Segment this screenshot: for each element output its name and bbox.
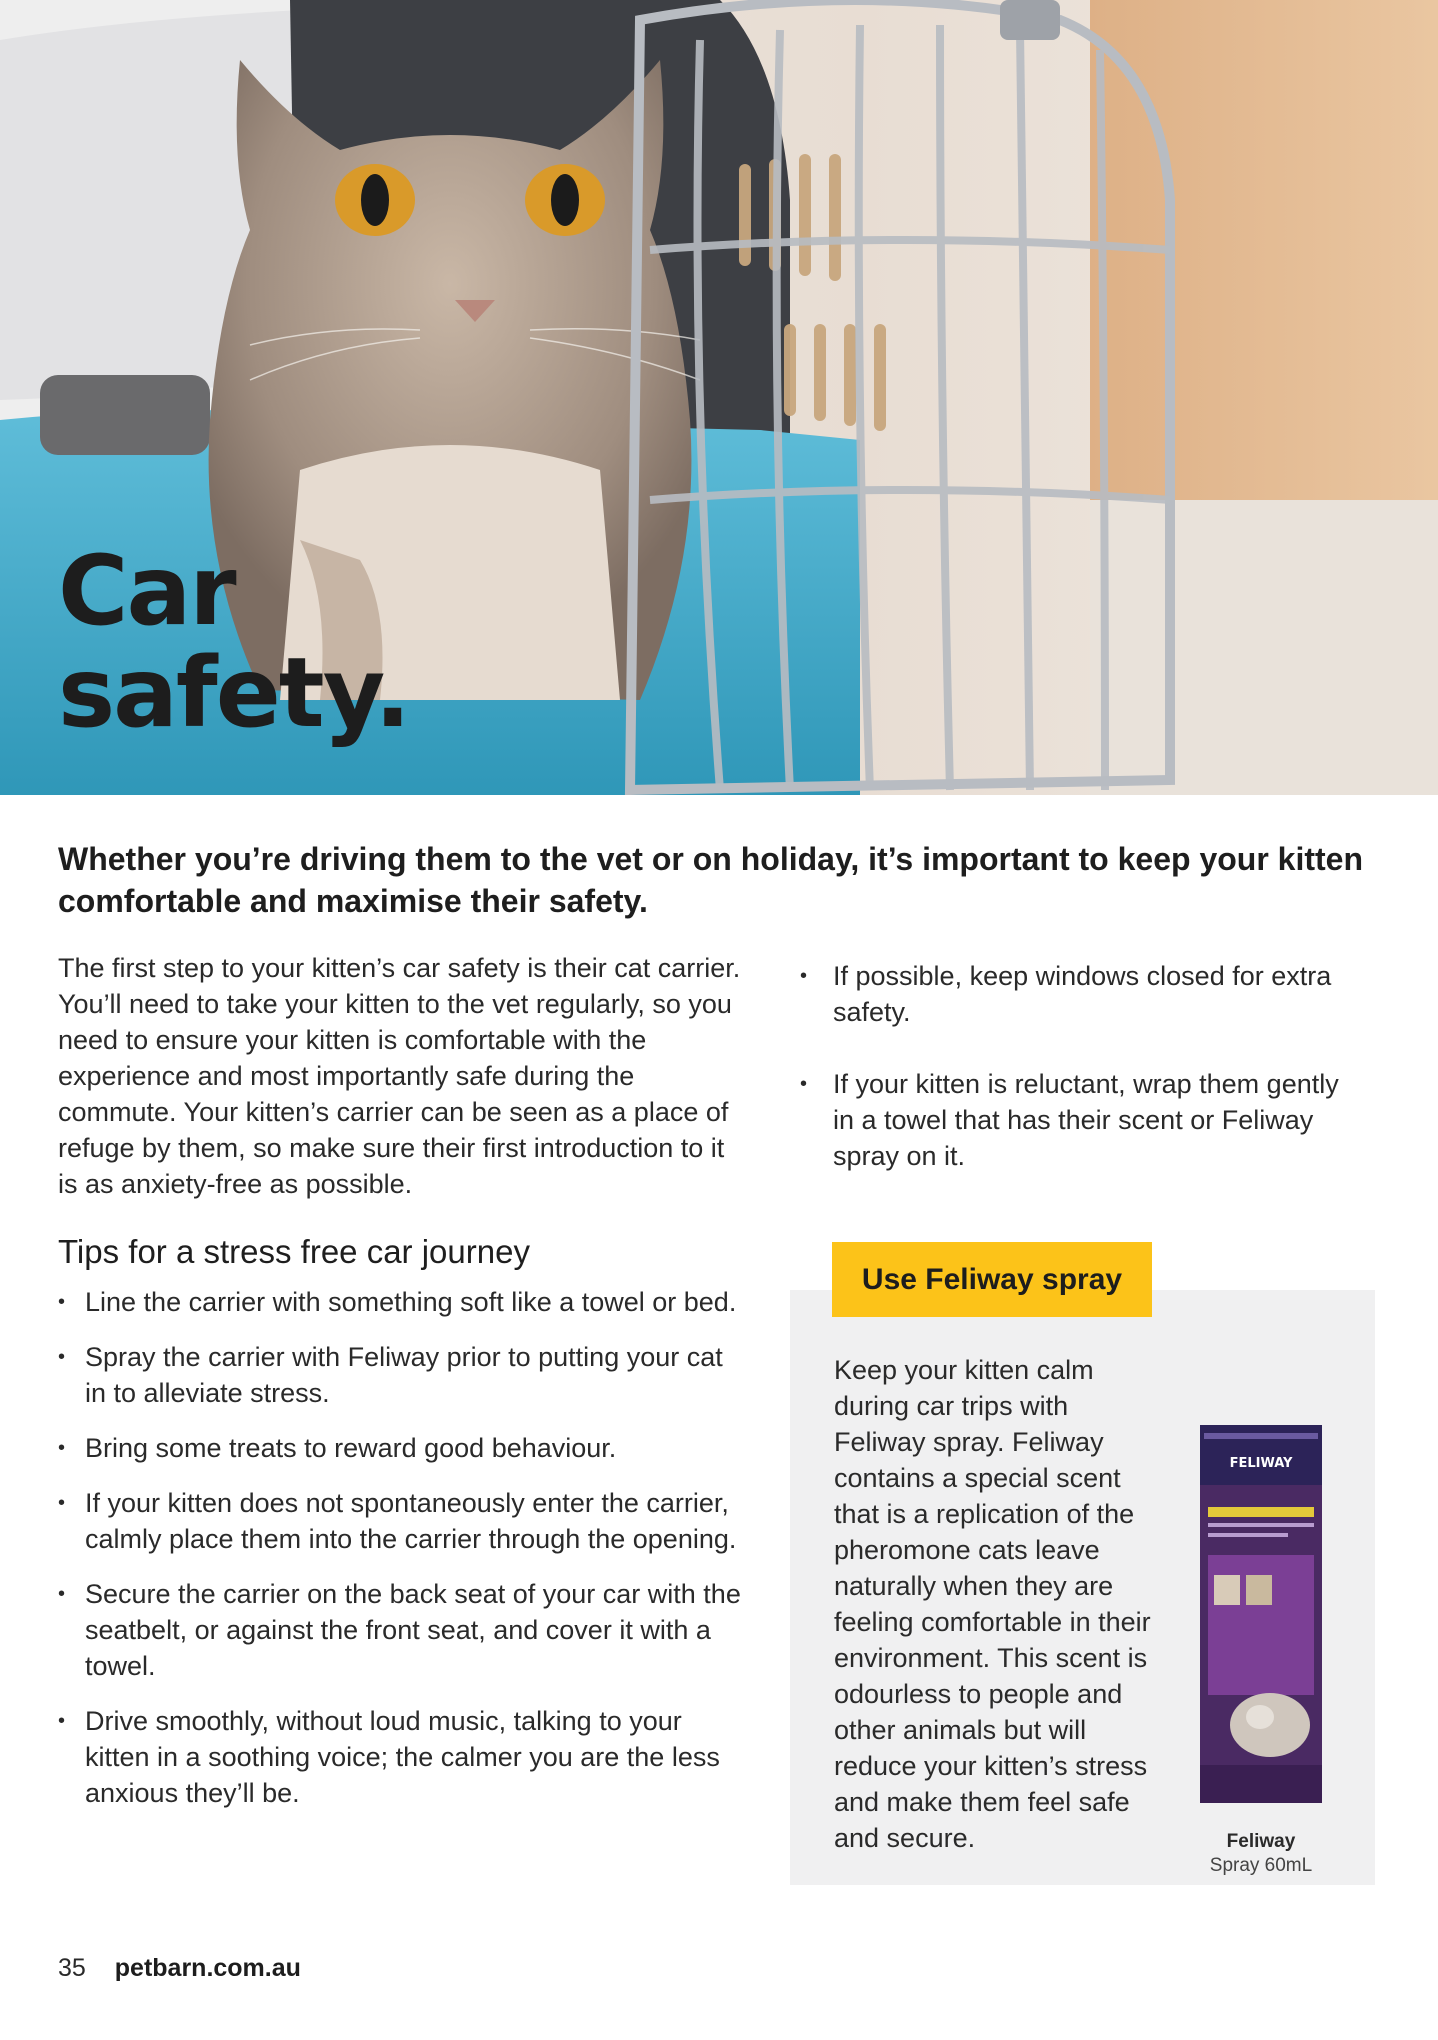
tip-item: • If your kitten does not spontaneously enter the carrier, calmly place them into the carrier through the opening. bbox=[58, 1485, 748, 1557]
title-line-1: Car bbox=[58, 535, 235, 647]
hero-image bbox=[0, 0, 1438, 795]
tip-item: • Spray the carrier with Feliway prior to putting your cat in to alleviate stress. bbox=[58, 1339, 748, 1411]
tips-heading: Tips for a stress free car journey bbox=[58, 1233, 530, 1270]
page-number: 35 bbox=[58, 1954, 86, 1982]
body-paragraph: The first step to your kitten’s car safety is their cat carrier. You’ll need to take your kitten to the vet regularly, so you need to ensure your kitten is comfortable with the experience and most importantly safe during the commute. Your kitten’s carrier can be seen as a place of refuge by them, so make sure their first introduction to it is as anxiety-free as possible. bbox=[58, 953, 741, 1199]
website-link[interactable]: petbarn.com.au bbox=[114, 1954, 301, 1982]
safety-bullets bbox=[800, 958, 1360, 1174]
tip-item: • Line the carrier with something soft like a towel or bed. bbox=[58, 1284, 748, 1320]
feliway-product-image bbox=[1200, 1425, 1322, 1803]
left-column bbox=[58, 950, 748, 1830]
product-name: Feliway bbox=[1226, 1831, 1296, 1852]
tips-list bbox=[58, 1284, 748, 1811]
page-title bbox=[58, 535, 409, 749]
feliway-badge: Use Feliway spray bbox=[832, 1242, 1152, 1317]
safety-bullet-item: • If possible, keep windows closed for extra safety. bbox=[800, 958, 1360, 1030]
product-logo-text: FELIWAY bbox=[1229, 1456, 1293, 1471]
product-size: Spray 60mL bbox=[1209, 1855, 1313, 1876]
tip-item: • Secure the carrier on the back seat of your car with the seatbelt, or against the front seat, and cover it with a towel. bbox=[58, 1576, 748, 1684]
safety-bullet-item: • If your kitten is reluctant, wrap them gently in a towel that has their scent or Feliway spray on it. bbox=[800, 1066, 1360, 1174]
tip-item: • Bring some treats to reward good behaviour. bbox=[58, 1430, 748, 1466]
title-line-2: safety. bbox=[58, 637, 409, 749]
feliway-description: Keep your kitten calm during car trips with Feliway spray. Feliway contains a special scent that is a replication of the pheromone cats leave naturally when they are feeling comfortable in their environment. This scent is odourless to people and other animals but will reduce your kitten’s stress and make them feel safe and secure. bbox=[834, 1355, 1151, 1853]
intro-heading: Whether you’re driving them to the vet or on holiday, it’s important to keep your kitten comfortable and maximise their safety. bbox=[58, 841, 1364, 919]
right-column bbox=[800, 958, 1360, 1210]
tip-item: • Drive smoothly, without loud music, talking to your kitten in a soothing voice; the calmer you are the less anxious they’ll be. bbox=[58, 1703, 748, 1811]
footer bbox=[58, 1952, 301, 1984]
